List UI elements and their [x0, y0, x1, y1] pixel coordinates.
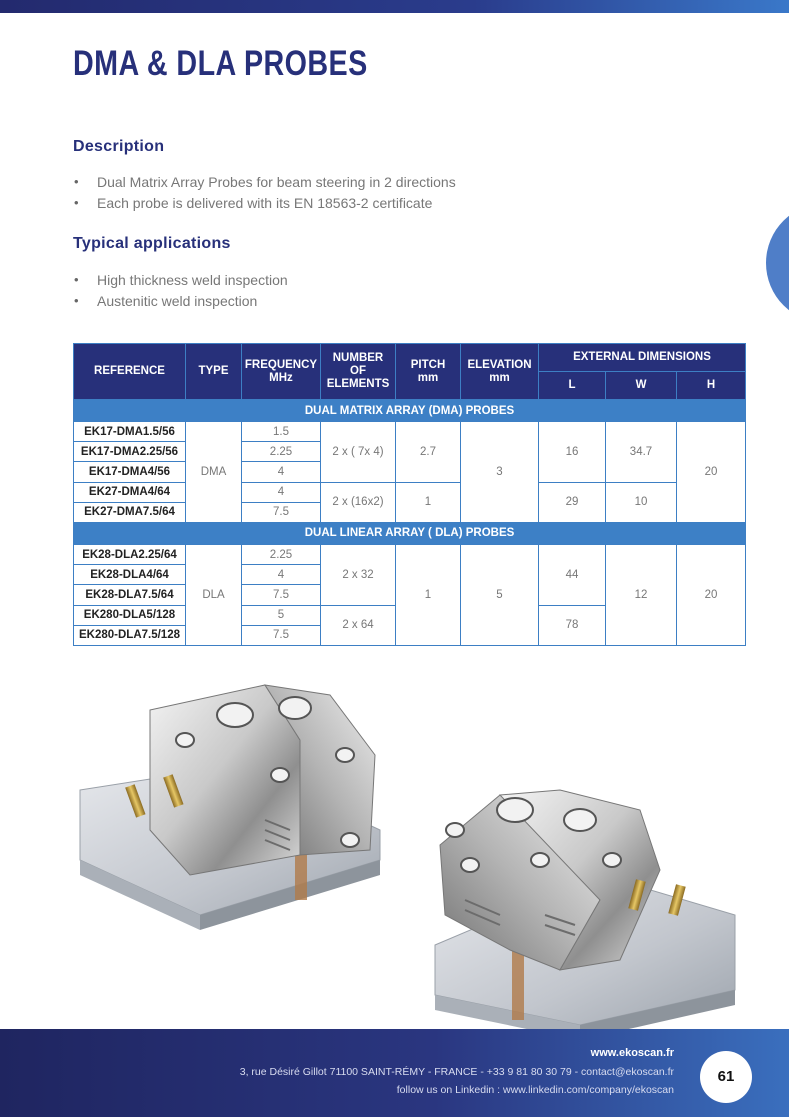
- probe-spec-table: [73, 343, 746, 646]
- ref-cell: EK280-DLA5/128: [74, 605, 186, 625]
- bullet-icon: •: [74, 194, 79, 210]
- col-header-type: TYPE: [186, 344, 242, 400]
- section-title: DUAL LINEAR ARRAY ( DLA) PROBES: [74, 522, 746, 544]
- table-row: [74, 482, 746, 502]
- length-cell: 16: [539, 422, 606, 483]
- col-header-pitch: PITCH mm: [396, 344, 461, 400]
- length-cell: 44: [539, 544, 606, 605]
- ref-cell: EK17-DMA1.5/56: [74, 422, 186, 442]
- ref-cell: EK27-DMA4/64: [74, 482, 186, 502]
- ref-cell: EK28-DLA2.25/64: [74, 544, 186, 564]
- height-cell: 20: [677, 544, 746, 645]
- ref-cell: EK28-DLA4/64: [74, 565, 186, 585]
- type-cell: DLA: [186, 544, 242, 645]
- list-item-text: Austenitic weld inspection: [97, 292, 258, 309]
- pitch-cell: 2.7: [396, 422, 461, 483]
- col-header-external-dimensions: EXTERNAL DIMENSIONS: [539, 344, 746, 372]
- description-list: [73, 172, 456, 213]
- freq-cell: 7.5: [242, 502, 321, 522]
- list-item: [73, 270, 288, 291]
- col-header-h: H: [677, 372, 746, 400]
- freq-cell: 4: [242, 462, 321, 482]
- ref-cell: EK28-DLA7.5/64: [74, 585, 186, 605]
- elements-cell: 2 x ( 7x 4): [321, 422, 396, 483]
- ref-cell: EK17-DMA2.25/56: [74, 442, 186, 462]
- freq-cell: 5: [242, 605, 321, 625]
- probe-product-photo: [0, 670, 789, 1070]
- bullet-icon: •: [74, 174, 79, 189]
- freq-cell: 4: [242, 482, 321, 502]
- list-item-text: High thickness weld inspection: [97, 272, 288, 288]
- col-header-l: L: [539, 372, 606, 400]
- list-item: [73, 291, 288, 312]
- elements-cell: 2 x (16x2): [321, 482, 396, 522]
- col-header-elements: NUMBER OF ELEMENTS: [321, 344, 396, 400]
- ref-cell: EK280-DLA7.5/128: [74, 625, 186, 645]
- top-banner: [0, 0, 789, 13]
- elements-cell: 2 x 32: [321, 544, 396, 605]
- freq-cell: 7.5: [242, 585, 321, 605]
- length-cell: 29: [539, 482, 606, 522]
- freq-cell: 2.25: [242, 442, 321, 462]
- table-row: [74, 422, 746, 442]
- decorative-circle: [766, 203, 789, 323]
- description-heading: Description: [73, 138, 165, 155]
- list-item-text: Dual Matrix Array Probes for beam steering in 2 directions: [97, 174, 456, 190]
- dla-probe-image: [435, 790, 735, 1040]
- table-row: [74, 544, 746, 564]
- footer-address: 3, rue Désiré Gillot 71100 SAINT-RÉMY - FRANCE - +33 9 81 80 30 79 - contact@ekoscan.fr: [239, 1066, 674, 1078]
- footer-linkedin[interactable]: follow us on Linkedin : www.linkedin.com/company/ekoscan: [396, 1084, 674, 1096]
- table-section-dma: [74, 400, 746, 422]
- bullet-icon: •: [74, 292, 79, 308]
- dma-probe-image: [80, 685, 380, 930]
- width-cell: 34.7: [606, 422, 677, 483]
- freq-cell: 4: [242, 565, 321, 585]
- type-cell: DMA: [186, 422, 242, 523]
- elements-cell: 2 x 64: [321, 605, 396, 645]
- freq-cell: 1.5: [242, 422, 321, 442]
- table-section-dla: [74, 522, 746, 544]
- bullet-icon: •: [74, 272, 79, 287]
- elevation-cell: 5: [461, 544, 539, 645]
- height-cell: 20: [677, 422, 746, 523]
- page-number: 61: [700, 1051, 752, 1103]
- col-header-w: W: [606, 372, 677, 400]
- list-item: [73, 172, 456, 193]
- section-title: DUAL MATRIX ARRAY (DMA) PROBES: [74, 400, 746, 422]
- col-header-frequency: FREQUENCY MHz: [242, 344, 321, 400]
- pitch-cell: 1: [396, 482, 461, 522]
- col-header-reference: REFERENCE: [74, 344, 186, 400]
- page-title: DMA & DLA PROBES: [73, 44, 368, 83]
- footer-website[interactable]: www.ekoscan.fr: [590, 1047, 674, 1059]
- width-cell: 12: [606, 544, 677, 645]
- footer: [0, 1029, 789, 1117]
- pitch-cell: 1: [396, 544, 461, 645]
- elevation-cell: 3: [461, 422, 539, 523]
- ref-cell: EK27-DMA7.5/64: [74, 502, 186, 522]
- freq-cell: 2.25: [242, 544, 321, 564]
- freq-cell: 7.5: [242, 625, 321, 645]
- list-item: [73, 193, 456, 214]
- applications-heading: Typical applications: [73, 235, 231, 252]
- list-item-text: Each probe is delivered with its EN 18563-2 certificate: [97, 194, 433, 211]
- width-cell: 10: [606, 482, 677, 522]
- ref-cell: EK17-DMA4/56: [74, 462, 186, 482]
- length-cell: 78: [539, 605, 606, 645]
- applications-list: [73, 270, 288, 311]
- col-header-elevation: ELEVATION mm: [461, 344, 539, 400]
